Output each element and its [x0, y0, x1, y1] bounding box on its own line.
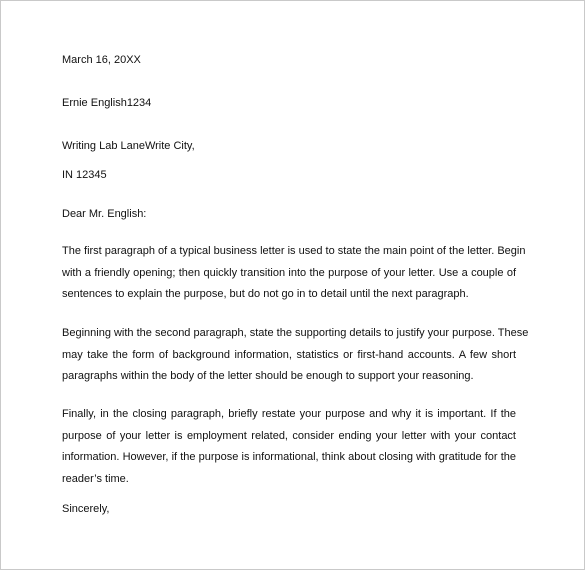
paragraph-line: may take the form of background information, statistics or first-hand accounts. A few short	[62, 348, 516, 361]
recipient-address-line-2: IN 12345	[62, 169, 107, 181]
paragraph-line: Beginning with the second paragraph, state the supporting details to justify your purpose. These	[62, 327, 529, 339]
body-paragraph-2	[62, 323, 529, 388]
paragraph-line: information. However, if the purpose is informational, think about closing with gratitude for the	[62, 451, 516, 463]
paragraph-line: The first paragraph of a typical business letter is used to state the main point of the letter. Begin	[62, 245, 526, 257]
recipient-address-line-1: Writing Lab LaneWrite City,	[62, 140, 195, 152]
paragraph-line: with a friendly opening; then quickly transition into the purpose of your letter. Use a couple of	[62, 266, 516, 279]
paragraph-line: Finally, in the closing paragraph, briefly restate your purpose and why it is important. If the	[62, 408, 516, 420]
paragraph-line: sentences to explain the purpose, but do not go in to detail until the next paragraph.	[62, 288, 469, 300]
body-paragraph-1	[62, 241, 526, 306]
paragraph-line: paragraphs within the body of the letter should be enough to support your reasoning.	[62, 370, 474, 382]
body-paragraph-3	[62, 404, 516, 490]
paragraph-line: reader’s time.	[62, 472, 129, 485]
closing: Sincerely,	[62, 503, 110, 515]
letter-date: March 16, 20XX	[62, 54, 141, 66]
paragraph-line: purpose of your letter is employment related, consider ending your letter with your contact	[62, 429, 516, 442]
recipient-name: Ernie English1234	[62, 97, 152, 109]
salutation: Dear Mr. English:	[62, 208, 147, 220]
